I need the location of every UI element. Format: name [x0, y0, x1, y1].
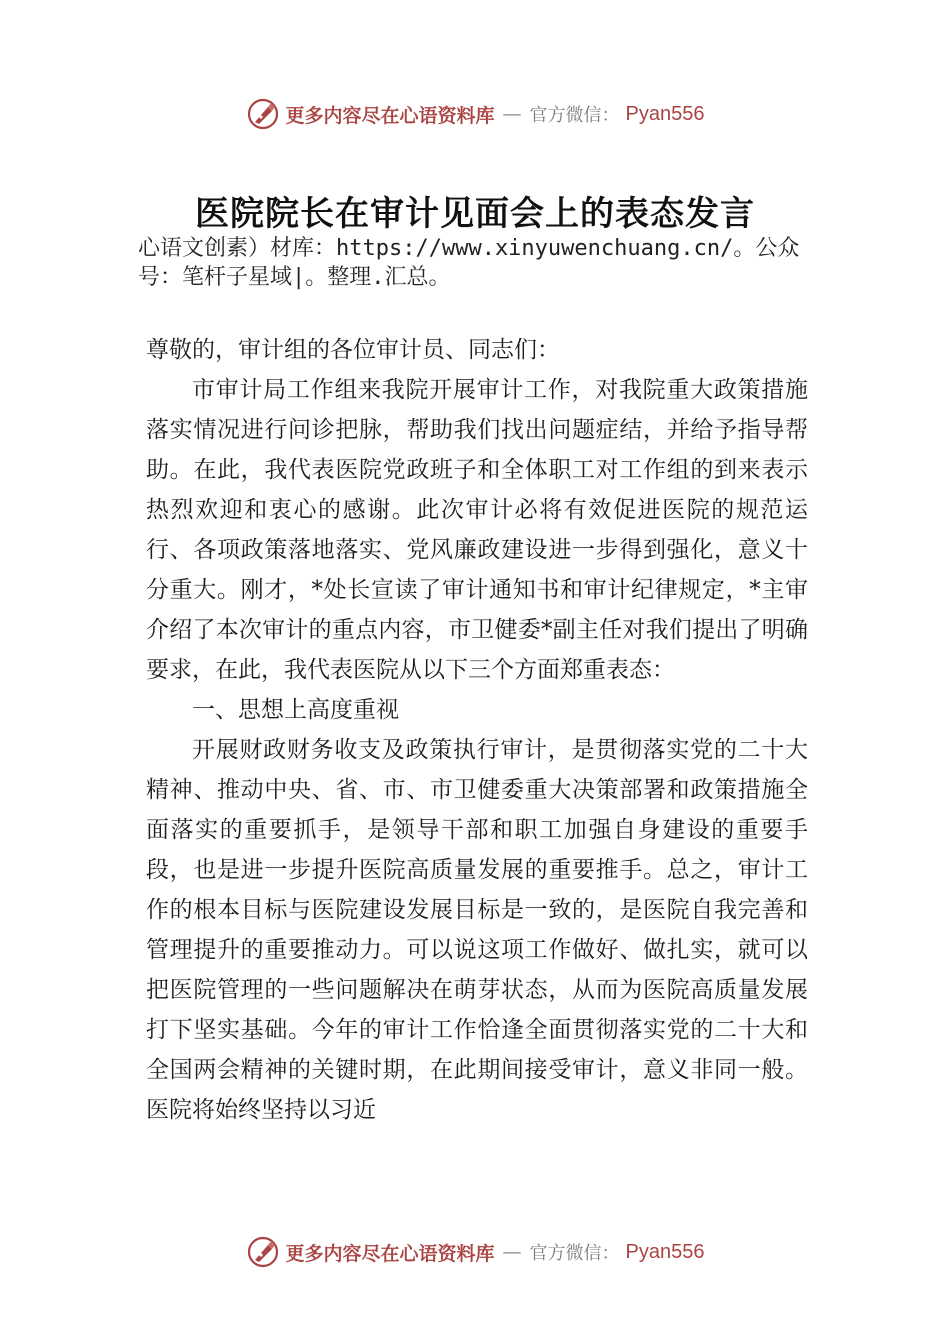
document-title: 医院院长在审计见面会上的表态发言 — [195, 194, 755, 234]
pen-nib-logo-icon — [246, 97, 280, 131]
banner-slogan: 更多内容尽在心语资料库 — [285, 1242, 495, 1265]
banner-wechat-label: 官方微信： — [529, 1243, 620, 1264]
banner-account: Pyan556 — [625, 102, 705, 125]
banner-slogan: 更多内容尽在心语资料库 — [285, 104, 495, 127]
header-banner — [0, 94, 950, 134]
section-heading-1: 一、思想上高度重视 — [192, 697, 399, 723]
pen-nib-logo-icon — [246, 1235, 280, 1269]
banner-wechat-label: 官方微信： — [529, 105, 620, 126]
source-line: 心语文创素）材库：https://www.xinyuwenchuang.cn/。公众号：笔杆子星域|。整理.汇总。 — [138, 236, 800, 290]
paragraph-1: 市审计局工作组来我院开展审计工作，对我院重大政策措施落实情况进行问诊把脉，帮助我们找出问题症结，并给予指导帮助。在此，我代表医院党政班子和全体职工对工作组的到来表示热烈欢迎和衷心的感谢。此次审计必将有效促进医院的规范运行、各项政策落地落实、党风廉政建设进一步得到强化，意义十分重大。刚才，*处长宣读了审计通知书和审计纪律规定，*主审介绍了本次审计的重点内容，市卫健委*副主任对我们提出了明确要求，在此，我代表医院从以下三个方面郑重表态： — [146, 377, 808, 683]
banner-account: Pyan556 — [625, 1240, 705, 1263]
banner-dash: — — [502, 103, 522, 125]
footer-banner — [0, 1232, 950, 1272]
paragraph-2: 开展财政财务收支及政策执行审计，是贯彻落实党的二十大精神、推动中央、省、市、市卫健委重大决策部署和政策措施全面落实的重要抓手，是领导干部和职工加强自身建设的重要手段，也是进一步提升医院高质量发展的重要推手。总之，审计工作的根本目标与医院建设发展目标是一致的，是医院自我完善和管理提升的重要推动力。可以说这项工作做好、做扎实，就可以把医院管理的一些问题解决在萌芽状态，从而为医院高质量发展打下坚实基础。今年的审计工作恰逢全面贯彻落实党的二十大和全国两会精神的关键时期，在此期间接受审计，意义非同一般。医院将始终坚持以习近 — [146, 737, 808, 1123]
banner-dash: — — [502, 1241, 522, 1263]
salutation: 尊敬的，审计组的各位审计员、同志们： — [146, 337, 560, 363]
document-body — [146, 330, 808, 1130]
